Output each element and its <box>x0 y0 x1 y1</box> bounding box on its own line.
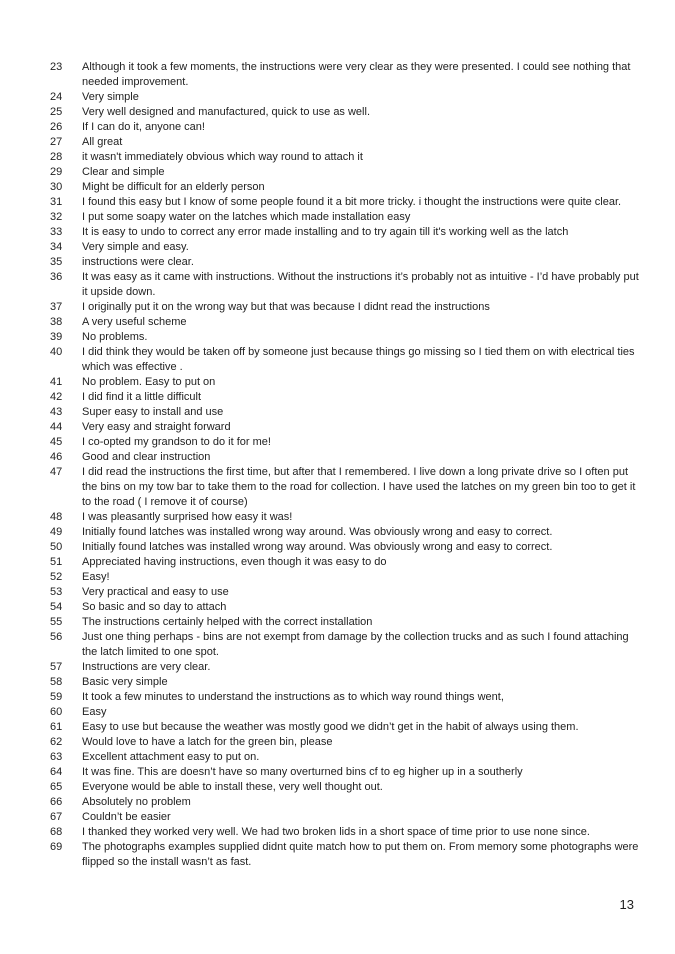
response-item <box>50 525 640 540</box>
response-number: 47 <box>50 466 63 478</box>
response-text: No problems. <box>82 331 148 343</box>
response-text: I did read the instructions the first time, but after that I remembered. I live down a long private drive so I often put the bins on my tow bar to take them to the road for collection. I have used the latches on my green bin too to get it to the road ( I remove it of course) <box>82 466 636 508</box>
response-text: I found this easy but I know of some people found it a bit more tricky. i thought the instructions were quite clear. <box>82 196 622 208</box>
response-item <box>50 540 640 555</box>
response-number: 44 <box>50 421 63 433</box>
response-number: 65 <box>50 781 63 793</box>
response-text: All great <box>82 136 123 148</box>
response-text: I thanked they worked very well. We had two broken lids in a short space of time prior to use none since. <box>82 826 590 838</box>
response-text: Easy <box>82 706 107 718</box>
response-number: 33 <box>50 226 63 238</box>
response-number: 42 <box>50 391 63 403</box>
response-item <box>50 420 640 435</box>
response-text: Appreciated having instructions, even though it was easy to do <box>82 556 387 568</box>
response-item <box>50 180 640 195</box>
response-number: 45 <box>50 436 63 448</box>
response-item <box>50 165 640 180</box>
response-number: 50 <box>50 541 63 553</box>
response-item <box>50 390 640 405</box>
response-text: Clear and simple <box>82 166 165 178</box>
response-text: Basic very simple <box>82 676 168 688</box>
response-item <box>50 225 640 240</box>
response-number: 31 <box>50 196 63 208</box>
response-item <box>50 405 640 420</box>
response-text: Excellent attachment easy to put on. <box>82 751 260 763</box>
response-number: 30 <box>50 181 63 193</box>
response-item <box>50 60 640 90</box>
response-number: 35 <box>50 256 63 268</box>
response-item <box>50 810 640 825</box>
response-item <box>50 375 640 390</box>
response-text: Instructions are very clear. <box>82 661 211 673</box>
response-item <box>50 330 640 345</box>
response-item <box>50 270 640 300</box>
response-number: 63 <box>50 751 63 763</box>
response-number: 54 <box>50 601 63 613</box>
response-text: No problem. Easy to put on <box>82 376 216 388</box>
response-item <box>50 345 640 375</box>
response-number: 53 <box>50 586 63 598</box>
response-text: Good and clear instruction <box>82 451 211 463</box>
response-number: 67 <box>50 811 63 823</box>
response-text: Couldn’t be easier <box>82 811 171 823</box>
response-item <box>50 90 640 105</box>
response-number: 34 <box>50 241 63 253</box>
response-text: I co-opted my grandson to do it for me! <box>82 436 271 448</box>
response-item <box>50 630 640 660</box>
response-item <box>50 690 640 705</box>
response-text: Might be difficult for an elderly person <box>82 181 265 193</box>
response-text: I did find it a little difficult <box>82 391 202 403</box>
response-item <box>50 570 640 585</box>
response-number: 51 <box>50 556 63 568</box>
response-item <box>50 750 640 765</box>
response-text: The instructions certainly helped with the correct installation <box>82 616 373 628</box>
response-text: I was pleasantly surprised how easy it was! <box>82 511 293 523</box>
response-number: 56 <box>50 631 63 643</box>
response-item <box>50 255 640 270</box>
response-text: It is easy to undo to correct any error made installing and to try again till it's working well as the latch <box>82 226 569 238</box>
response-number: 38 <box>50 316 63 328</box>
response-text: Just one thing perhaps - bins are not exempt from damage by the collection trucks and as such I found attaching the latch limited to one spot. <box>82 631 629 658</box>
response-text: Initially found latches was installed wrong way around. Was obviously wrong and easy to correct. <box>82 526 553 538</box>
response-item <box>50 135 640 150</box>
response-number: 39 <box>50 331 63 343</box>
response-item <box>50 240 640 255</box>
response-number: 57 <box>50 661 63 673</box>
response-number: 41 <box>50 376 63 388</box>
response-text: A very useful scheme <box>82 316 187 328</box>
response-item <box>50 195 640 210</box>
response-item <box>50 795 640 810</box>
response-text: it wasn't immediately obvious which way round to attach it <box>82 151 363 163</box>
response-number: 27 <box>50 136 63 148</box>
response-text: So basic and so day to attach <box>82 601 227 613</box>
response-item <box>50 720 640 735</box>
response-number: 32 <box>50 211 63 223</box>
response-item <box>50 600 640 615</box>
response-item <box>50 765 640 780</box>
response-number: 62 <box>50 736 63 748</box>
response-number: 49 <box>50 526 63 538</box>
response-number: 23 <box>50 61 63 73</box>
response-number: 64 <box>50 766 63 778</box>
response-number: 59 <box>50 691 63 703</box>
response-text: Absolutely no problem <box>82 796 191 808</box>
response-number: 52 <box>50 571 63 583</box>
response-text: It was easy as it came with instructions. Without the instructions it’s probably not as intuitive - I’d have probably put it upside down. <box>82 271 639 298</box>
response-number: 46 <box>50 451 63 463</box>
response-item <box>50 435 640 450</box>
response-number: 55 <box>50 616 63 628</box>
response-number: 29 <box>50 166 63 178</box>
response-item <box>50 840 640 870</box>
response-text: It took a few minutes to understand the instructions as to which way round things went, <box>82 691 504 703</box>
response-text: I put some soapy water on the latches which made installation easy <box>82 211 411 223</box>
response-item <box>50 105 640 120</box>
response-item <box>50 735 640 750</box>
response-number: 58 <box>50 676 63 688</box>
response-text: instructions were clear. <box>82 256 194 268</box>
response-number: 28 <box>50 151 63 163</box>
response-item <box>50 660 640 675</box>
response-number: 48 <box>50 511 63 523</box>
response-item <box>50 450 640 465</box>
response-number: 26 <box>50 121 63 133</box>
response-number: 61 <box>50 721 63 733</box>
response-item <box>50 825 640 840</box>
response-text: Would love to have a latch for the green bin, please <box>82 736 333 748</box>
response-item <box>50 315 640 330</box>
response-text: Everyone would be able to install these, very well thought out. <box>82 781 383 793</box>
response-text: I did think they would be taken off by someone just because things go missing so I tied them on with electrical ties which was effective . <box>82 346 635 373</box>
response-number: 66 <box>50 796 63 808</box>
response-text: Very simple <box>82 91 139 103</box>
response-item <box>50 615 640 630</box>
response-number: 37 <box>50 301 63 313</box>
response-text: Easy to use but because the weather was mostly good we didn’t get in the habit of always using them. <box>82 721 579 733</box>
response-item <box>50 120 640 135</box>
response-text: It was fine. This are doesn’t have so many overturned bins cf to eg higher up in a southerly <box>82 766 523 778</box>
response-text: Very simple and easy. <box>82 241 189 253</box>
response-text: Very well designed and manufactured, quick to use as well. <box>82 106 370 118</box>
response-item <box>50 675 640 690</box>
response-text: Easy! <box>82 571 110 583</box>
response-text: Very easy and straight forward <box>82 421 231 433</box>
response-item <box>50 300 640 315</box>
response-item <box>50 465 640 510</box>
response-list <box>50 60 640 870</box>
response-text: Super easy to install and use <box>82 406 224 418</box>
response-text: I originally put it on the wrong way but that was because I didnt read the instructions <box>82 301 490 313</box>
response-text: Very practical and easy to use <box>82 586 229 598</box>
response-item <box>50 150 640 165</box>
response-number: 60 <box>50 706 63 718</box>
response-number: 24 <box>50 91 63 103</box>
response-text: The photographs examples supplied didnt quite match how to put them on. From memory some photographs were flipped so the install wasn’t as fast. <box>82 841 639 868</box>
response-number: 36 <box>50 271 63 283</box>
response-text: Initially found latches was installed wrong way around. Was obviously wrong and easy to correct. <box>82 541 553 553</box>
response-item <box>50 510 640 525</box>
response-text: If I can do it, anyone can! <box>82 121 205 133</box>
response-number: 69 <box>50 841 63 853</box>
response-number: 43 <box>50 406 63 418</box>
response-text: Although it took a few moments, the instructions were very clear as they were presented. I could see nothing that needed improvement. <box>82 61 631 88</box>
response-number: 40 <box>50 346 63 358</box>
response-number: 68 <box>50 826 63 838</box>
response-item <box>50 780 640 795</box>
response-item <box>50 210 640 225</box>
response-item <box>50 585 640 600</box>
response-item <box>50 555 640 570</box>
page-number: 13 <box>619 897 634 912</box>
response-number: 25 <box>50 106 63 118</box>
response-item <box>50 705 640 720</box>
